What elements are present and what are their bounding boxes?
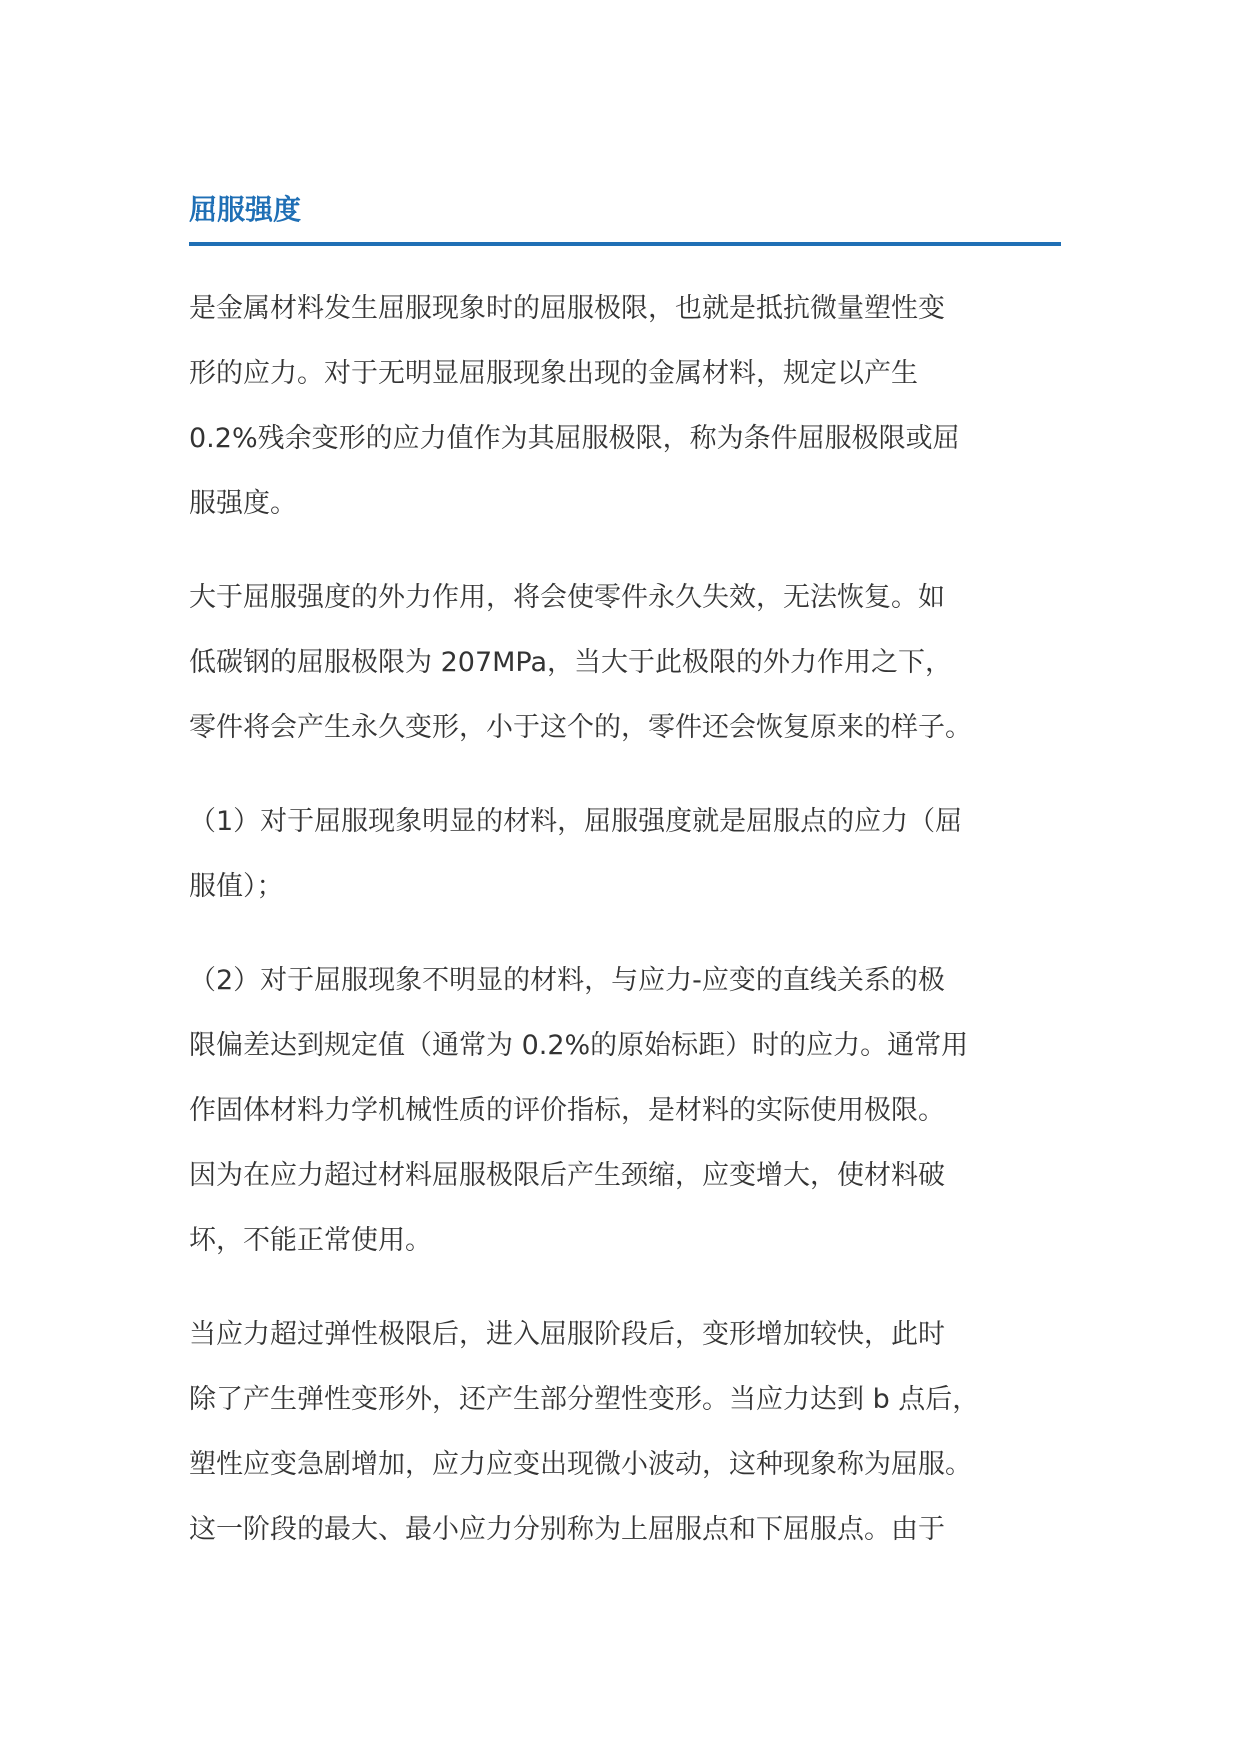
text-line: 塑性应变急剧增加，应力应变出现微小波动，这种现象称为屈服。 <box>189 1449 972 1480</box>
text-line: （1）对于屈服现象明显的材料，屈服强度就是屈服点的应力（屈 <box>189 806 963 837</box>
paragraph-definition <box>189 276 1069 536</box>
text-line: 当应力超过弹性极限后，进入屈服阶段后，变形增加较快，此时 <box>189 1319 945 1350</box>
paragraph-effect <box>189 565 1069 760</box>
text-line: 是金属材料发生屈服现象时的屈服极限，也就是抵抗微量塑性变 <box>189 293 945 324</box>
text-line: 服强度。 <box>189 488 297 519</box>
title-underline <box>189 242 1061 246</box>
paragraph-gap <box>189 1273 1069 1302</box>
section-title: 屈服强度 <box>189 193 302 226</box>
text-line: 作固体材料力学机械性质的评价指标，是材料的实际使用极限。 <box>189 1095 945 1126</box>
text-line: （2）对于屈服现象不明显的材料，与应力-应变的直线关系的极 <box>189 965 945 996</box>
paragraph-yield-stage <box>189 1302 1069 1562</box>
text-line: 服值）； <box>189 871 284 902</box>
text-line: 坏，不能正常使用。 <box>189 1225 432 1256</box>
paragraph-point-1 <box>189 789 1069 919</box>
text-line: 因为在应力超过材料屈服极限后产生颈缩，应变增大，使材料破 <box>189 1160 945 1191</box>
text-line: 除了产生弹性变形外，还产生部分塑性变形。当应力达到 b 点后， <box>189 1384 980 1415</box>
document-content <box>189 188 1069 1562</box>
paragraph-gap <box>189 919 1069 948</box>
paragraph-gap <box>189 760 1069 789</box>
text-line: 大于屈服强度的外力作用，将会使零件永久失效，无法恢复。如 <box>189 582 945 613</box>
text-line: 形的应力。对于无明显屈服现象出现的金属材料，规定以产生 <box>189 358 918 389</box>
text-line: 限偏差达到规定值（通常为 0.2%的原始标距）时的应力。通常用 <box>189 1030 969 1061</box>
text-line: 低碳钢的屈服极限为 207MPa，当大于此极限的外力作用之下， <box>189 647 953 678</box>
text-line: 0.2%残余变形的应力值作为其屈服极限，称为条件屈服极限或屈 <box>189 423 960 454</box>
paragraph-gap <box>189 536 1069 565</box>
paragraph-point-2 <box>189 948 1069 1273</box>
text-line: 这一阶段的最大、最小应力分别称为上屈服点和下屈服点。由于 <box>189 1514 945 1545</box>
text-line: 零件将会产生永久变形，小于这个的，零件还会恢复原来的样子。 <box>189 712 972 743</box>
